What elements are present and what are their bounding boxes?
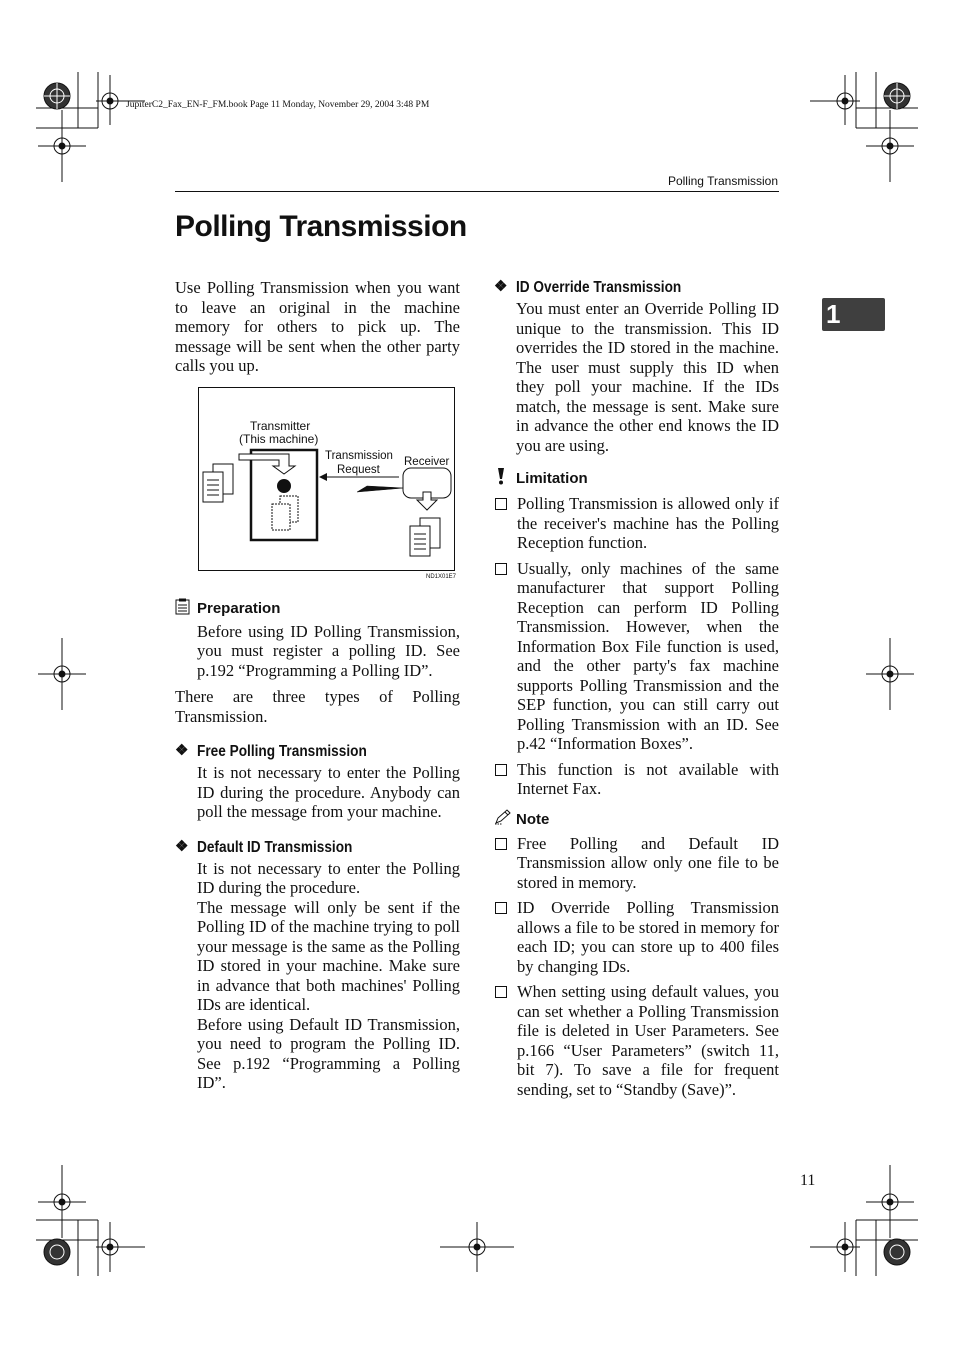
note-heading xyxy=(494,809,779,830)
checkbox-bullet-icon xyxy=(495,498,507,510)
id-override-body: You must enter an Override Polling ID unique to the transmission. This ID overrides the ID stored in the machine. The user must supply this ID when they poll your machine. If the IDs match, the message is sent. Make sure in advance the other end knows the ID you are using. xyxy=(516,299,779,455)
free-polling-body: It is not necessary to enter the Polling ID during the procedure. Anybody can poll the message from your machine. xyxy=(197,763,460,821)
note-list xyxy=(494,834,779,1100)
exclamation-icon xyxy=(494,467,516,490)
id-override-title: ID Override Transmission xyxy=(516,279,682,296)
free-polling-heading xyxy=(175,742,460,761)
default-id-heading xyxy=(175,838,460,857)
list-item: Polling Transmission is allowed only if the receiver's machine has the Polling Reception function. xyxy=(494,494,779,553)
list-item: This function is not available with Internet Fax. xyxy=(494,760,779,799)
default-id-body-3: Before using Default ID Transmission, you need to program the Polling ID. See p.192 “Programming a Polling ID”. xyxy=(197,1014,460,1092)
diagram-request-label: Request xyxy=(337,464,380,476)
preparation-title: Preparation xyxy=(197,600,281,617)
limitation-title: Limitation xyxy=(516,470,588,487)
diamond-bullet-icon: ❖ xyxy=(494,279,508,295)
figure-code: ND1X01E7 xyxy=(426,574,457,580)
diamond-bullet-icon: ❖ xyxy=(175,743,189,759)
diagram-receiver-label: Receiver xyxy=(404,456,450,468)
list-item: Usually, only machines of the same manufacturer that support Polling Reception can perform ID Polling Transmission. However, when the Information Box File function is used, and the other party's fax machine supports Polling Transmission and the SEP function, you can still carry out Polling Transmission with an ID. See p.42 “Information Boxes”. xyxy=(494,559,779,754)
default-id-body-1: It is not necessary to enter the Polling ID during the procedure. xyxy=(197,858,460,897)
diagram-transmitter-label: Transmitter xyxy=(250,419,311,433)
pencil-icon xyxy=(494,809,516,830)
diamond-bullet-icon: ❖ xyxy=(175,838,189,855)
list-item: Free Polling and Default ID Transmission allow only one file to be stored in memory. xyxy=(494,834,779,893)
default-id-body-2: The message will only be sent if the Polling ID of the machine trying to poll your message is the same as the Polling ID stored in your machine. Make sure in advance that both machines' Polling IDs are identical. xyxy=(197,897,460,1014)
checkbox-bullet-icon xyxy=(495,764,507,776)
checkbox-bullet-icon xyxy=(495,902,507,914)
preparation-body: Before using ID Polling Transmission, you must register a polling ID. See p.192 “Programming a Polling ID”. xyxy=(197,621,460,680)
chapter-tab: 1 xyxy=(822,298,885,331)
file-info: JupiterC2_Fax_EN-F_FM.book Page 11 Monday, November 29, 2004 3:48 PM xyxy=(126,100,430,110)
default-id-title: Default ID Transmission xyxy=(197,838,353,856)
list-item: ID Override Polling Transmission allows a file to be stored in memory for each ID; you can store up to 400 files by changing IDs. xyxy=(494,898,779,976)
checklist-icon xyxy=(175,598,197,620)
page-number: 11 xyxy=(800,1172,816,1189)
right-column xyxy=(494,278,779,1105)
left-column xyxy=(175,278,460,1093)
limitation-list xyxy=(494,494,779,799)
checkbox-bullet-icon xyxy=(495,563,507,575)
figure-spacer xyxy=(175,376,460,598)
intro-paragraph: Use Polling Transmission when you want to leave an original in the machine memory for others to pick up. The message will be sent when the other party calls you up. xyxy=(175,278,460,375)
id-override-heading xyxy=(494,278,779,297)
list-item: When setting using default values, you can set whether a Polling Transmission file is deleted in User Parameters. See p.166 “User Parameters” (switch 11, bit 7). To save a file for frequent sending, set to “Standby (Save)”. xyxy=(494,982,779,1099)
preparation-heading xyxy=(175,598,460,620)
three-types-paragraph: There are three types of Polling Transmission. xyxy=(175,687,460,726)
free-polling-title: Free Polling Transmission xyxy=(197,743,367,760)
running-head: Polling Transmission xyxy=(667,174,778,188)
diagram-transmission-label: Transmission xyxy=(325,450,393,462)
diagram-this-machine-label: (This machine) xyxy=(239,432,319,446)
limitation-heading xyxy=(494,467,779,490)
note-title: Note xyxy=(516,810,550,828)
page-title: Polling Transmission xyxy=(175,210,467,243)
header-rule xyxy=(175,191,779,192)
checkbox-bullet-icon xyxy=(495,838,507,850)
checkbox-bullet-icon xyxy=(495,986,507,998)
